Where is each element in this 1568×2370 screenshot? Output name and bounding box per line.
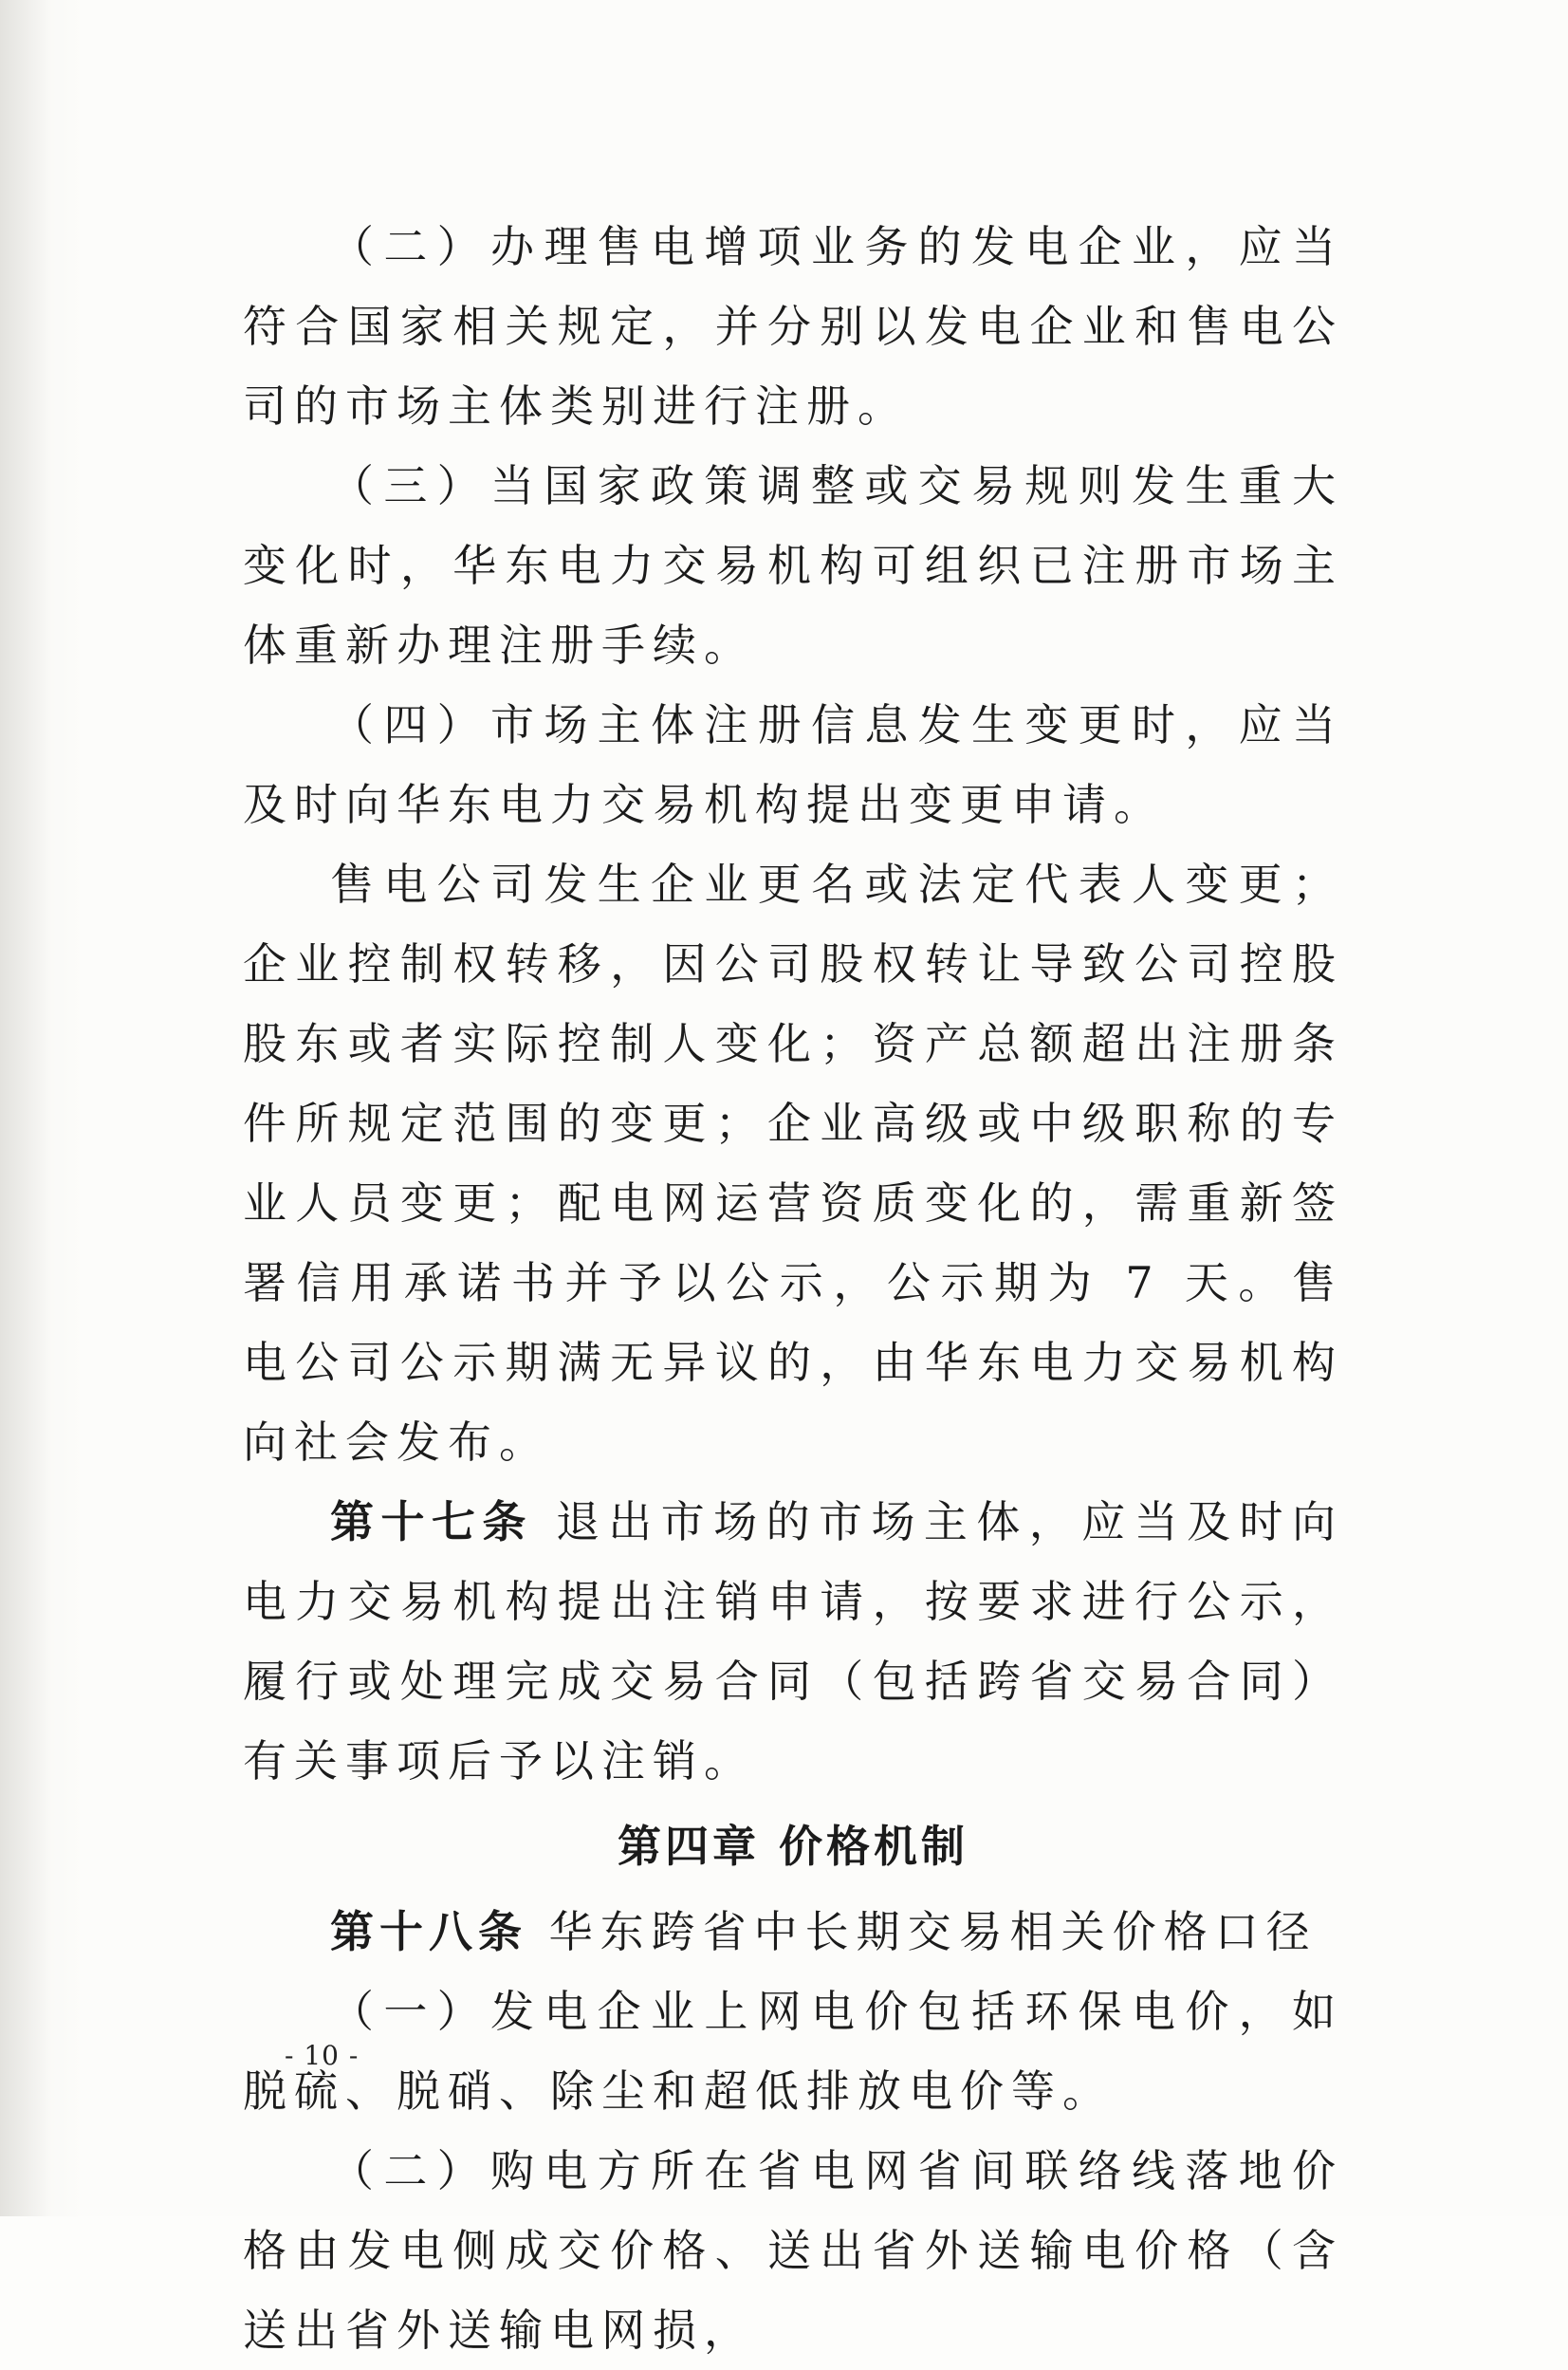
paragraph-4	[243, 685, 1343, 844]
article-18-item-2	[243, 2131, 1343, 2370]
document-body	[243, 207, 1343, 2370]
article-text: 退出市场的市场主体，应当及时向电力交易机构提出注销申请，按要求进行公示，履行或处理完成交易合同（包括跨省交易合同）有关事项后予以注销。	[243, 1496, 1343, 1787]
paragraph-text: （一）发电企业上网电价包括环保电价，如脱硫、脱硝、除尘和超低排放电价等。	[243, 1986, 1343, 2117]
article-heading: 第十七条	[330, 1496, 533, 1547]
paragraph-text: 售电公司发生企业更名或法定代表人变更；企业控制权转移，因公司股权转让导致公司控股股东或者实际控制人变化；资产总额超出注册条件所规定范围的变更；企业高级或中级职称的专业人员变更；配电网运营资质变化的，需重新签署信用承诺书并予以公示，公示期为 7 天。售电公司公示期满无异议的，由华东电力交易机构向社会发布。	[243, 859, 1343, 1468]
paragraph-text: （二）办理售电增项业务的发电企业，应当符合国家相关规定，并分别以发电企业和售电公司的市场主体类别进行注册。	[243, 221, 1343, 432]
page-number: - 10 -	[285, 2040, 360, 2071]
paragraph-2	[243, 207, 1343, 446]
article-text: 华东跨省中长期交易相关价格口径	[527, 1906, 1318, 1957]
scan-edge-shadow	[0, 0, 85, 2216]
article-18-item-1	[243, 1972, 1343, 2131]
chapter-title: 第四章 价格机制	[617, 1821, 968, 1872]
article-18	[243, 1892, 1343, 1972]
paragraph-text: （四）市场主体注册信息发生变更时，应当及时向华东电力交易机构提出变更申请。	[243, 699, 1343, 830]
paragraph-text: （三）当国家政策调整或交易规则发生重大变化时，华东电力交易机构可组织已注册市场主体重新办理注册手续。	[243, 460, 1343, 671]
article-17	[243, 1482, 1343, 1801]
paragraph-change-requirements	[243, 844, 1343, 1482]
paragraph-text: （二）购电方所在省电网省间联络线落地价格由发电侧成交价格、送出省外送输电价格（含送出省外送输电网损，	[243, 2145, 1343, 2356]
paragraph-3	[243, 446, 1343, 685]
article-heading: 第十八条	[330, 1906, 527, 1957]
